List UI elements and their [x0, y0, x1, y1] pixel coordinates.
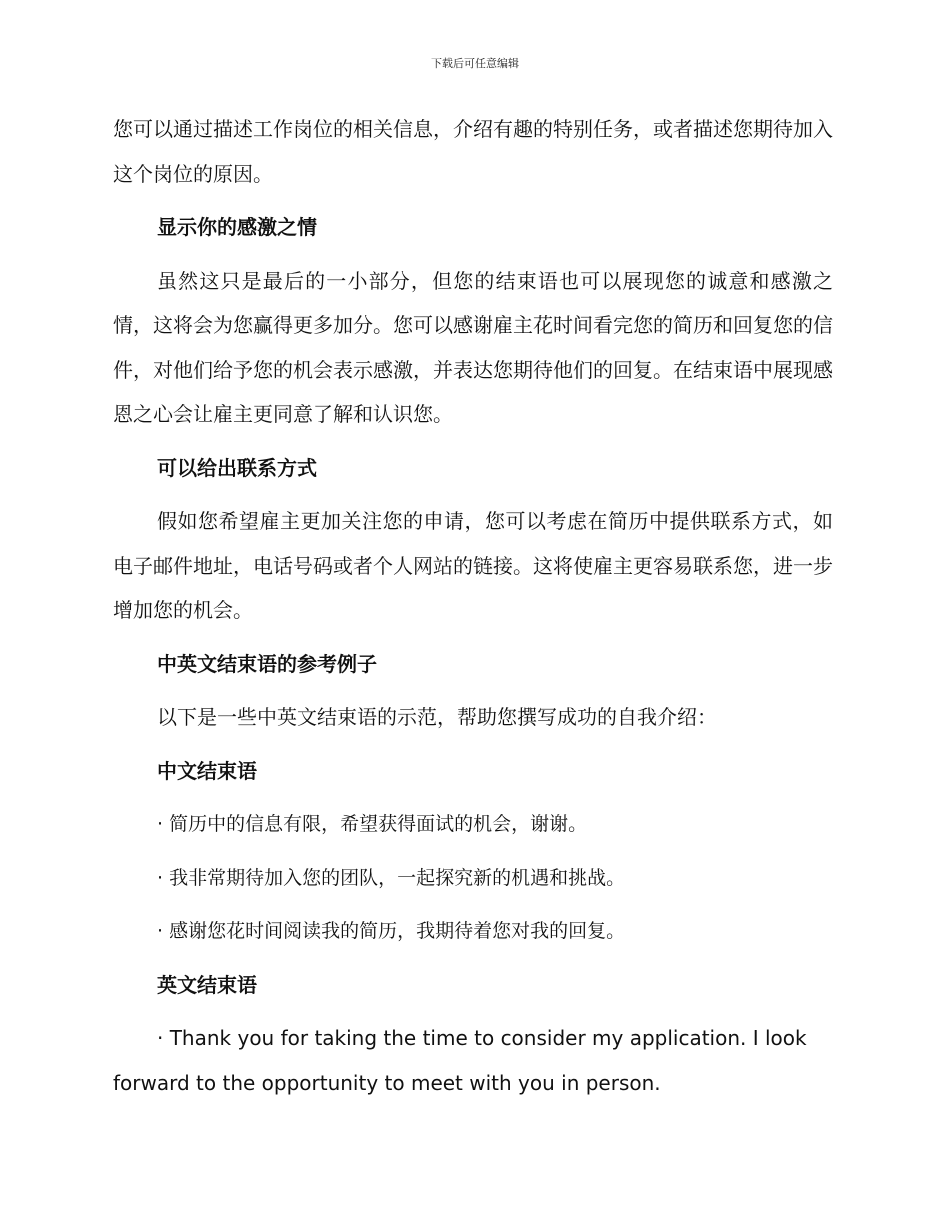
- chinese-closing-item: · 我非常期待加入您的团队，一起探究新的机遇和挑战。: [157, 866, 626, 889]
- english-closings-heading: 英文结束语: [157, 972, 257, 997]
- chinese-closing-item: · 感谢您花时间阅读我的简历，我期待着您对我的回复。: [157, 920, 626, 942]
- gratitude-paragraph: 虽然这只是最后的一小部分，但您的结束语也可以展现您的诚意和感激之情，这将会为您赢得更多加分。您可以感谢雇主花时间看完您的简历和回复您的信件，对他们给予您的机会表示感激，并表达您期待他们的回复。在结束语中展现感恩之心会让雇主更同意了解和认识您。: [113, 268, 833, 426]
- chinese-closings-heading: 中文结束语: [157, 758, 257, 783]
- header-note: 下载后可任意编辑: [431, 57, 519, 70]
- contact-paragraph: 假如您希望雇主更加关注您的申请，您可以考虑在简历中提供联系方式，如电子邮件地址，电话号码或者个人网站的链接。这将使雇主更容易联系您，进一步增加您的机会。: [113, 509, 833, 622]
- examples-paragraph: 以下是一些中英文结束语的示范，帮助您撰写成功的自我介绍：: [157, 705, 717, 729]
- contact-heading: 可以给出联系方式: [157, 455, 317, 480]
- intro-paragraph: 您可以通过描述工作岗位的相关信息，介绍有趣的特别任务，或者描述您期待加入这个岗位的原因。: [113, 117, 833, 186]
- document-body: [113, 107, 833, 1105]
- english-closing-item: · Thank you for taking the time to consider my application. I look forward to the opportunity to meet with you in person.: [113, 1026, 807, 1095]
- gratitude-heading: 显示你的感激之情: [157, 215, 317, 239]
- chinese-closing-item: · 简历中的信息有限，希望获得面试的机会，谢谢。: [157, 813, 588, 835]
- examples-heading: 中英文结束语的参考例子: [157, 651, 377, 676]
